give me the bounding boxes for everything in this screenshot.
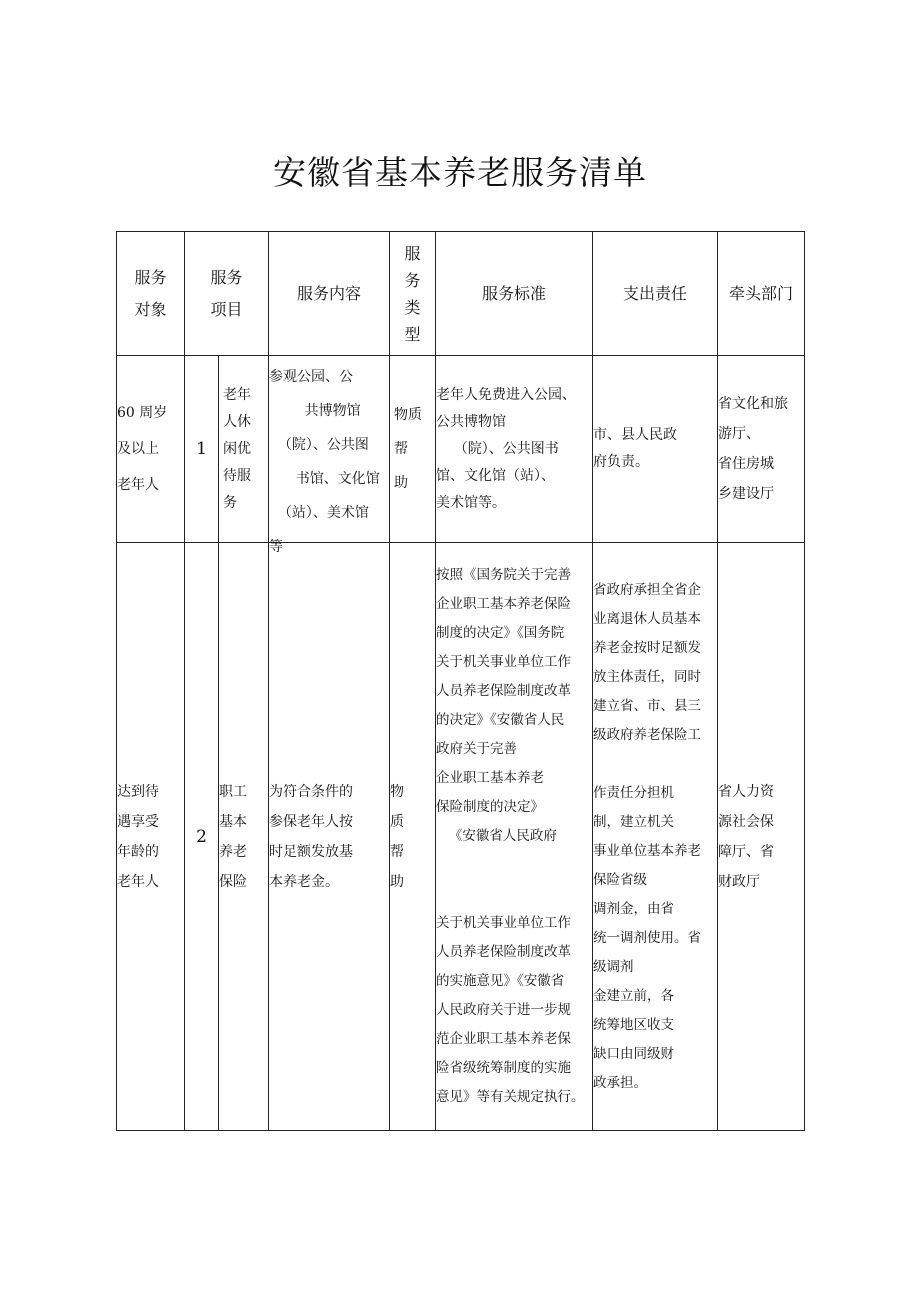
header-row — [117, 232, 805, 356]
row1-type: 物质 帮 助 — [390, 356, 436, 543]
header-standard: 服务标准 — [436, 232, 593, 356]
row1-dept: 省文化和旅 游厅、 省住房城 乡建设厅 — [718, 356, 805, 543]
table-row — [117, 356, 805, 543]
table-row — [117, 543, 805, 1131]
row2-content: 为符合条件的 参保老年人按 时足额发放基 本养老金。 — [269, 543, 390, 1131]
row2-expense: 省政府承担全省企 业离退休人员基本 养老金按时足额发 放主体责任，同时 建立省、市、县三 级政府养老保险工 作责任分担机 制，建立机关 事业单位基本养老 保险省级 调剂金，由省 统一调剂使用。省 级调剂 金建立前，各 统筹地区收支 缺口由同级财 政承担。 — [593, 543, 718, 1131]
header-target: 服务 对象 — [117, 232, 185, 356]
header-dept: 牵头部门 — [718, 232, 805, 356]
header-type: 服 务 类 型 — [390, 232, 436, 356]
row2-standard: 按照《国务院关于完善 企业职工基本养老保险 制度的决定》《国务院 关于机关事业单位工作 人员养老保险制度改革 的决定》《安徽省人民 政府关于完善 企业职工基本养老 保险制度的决定》 《安徽省人民政府 关于机关事业单位工作 人员养老保险制度改革 的实施意见》《安徽省 人民政府关于进一步规 范企业职工基本养老保 险省级统筹制度的实施 意见》等有关规定执行。 — [436, 543, 593, 1131]
row1-item: 老年 人休 闲优 待服 务 — [219, 356, 269, 543]
row2-dept: 省人力资 源社会保 障厅、省 财政厅 — [718, 543, 805, 1131]
row2-type: 物 质 帮 助 — [390, 543, 436, 1131]
row1-content: 参观公园、公 共博物馆 （院）、公共图 书馆、文化馆 （站）、美术馆 等 — [269, 369, 380, 555]
row2-target: 达到待 遇享受 年龄的 老年人 — [117, 543, 185, 1131]
header-expense: 支出责任 — [593, 232, 718, 356]
row1-expense: 市、县人民政 府负责。 — [593, 356, 718, 543]
row1-target: 60 周岁 及以上 老年人 — [117, 356, 185, 543]
row1-standard: 老年人免费进入公园、 公共博物馆 （院）、公共图书 馆、文化馆（站）、 美术馆等。 — [436, 356, 593, 543]
row2-item: 职工 基本 养老 保险 — [219, 543, 269, 1131]
service-table — [116, 231, 805, 1131]
row1-number: 1 — [185, 356, 219, 543]
row2-number: 2 — [185, 543, 219, 1131]
row1-content-cell — [269, 356, 390, 555]
page-title: 安徽省基本养老服务清单 — [273, 153, 647, 192]
header-content: 服务内容 — [269, 232, 390, 356]
header-item: 服务 项目 — [185, 232, 269, 356]
